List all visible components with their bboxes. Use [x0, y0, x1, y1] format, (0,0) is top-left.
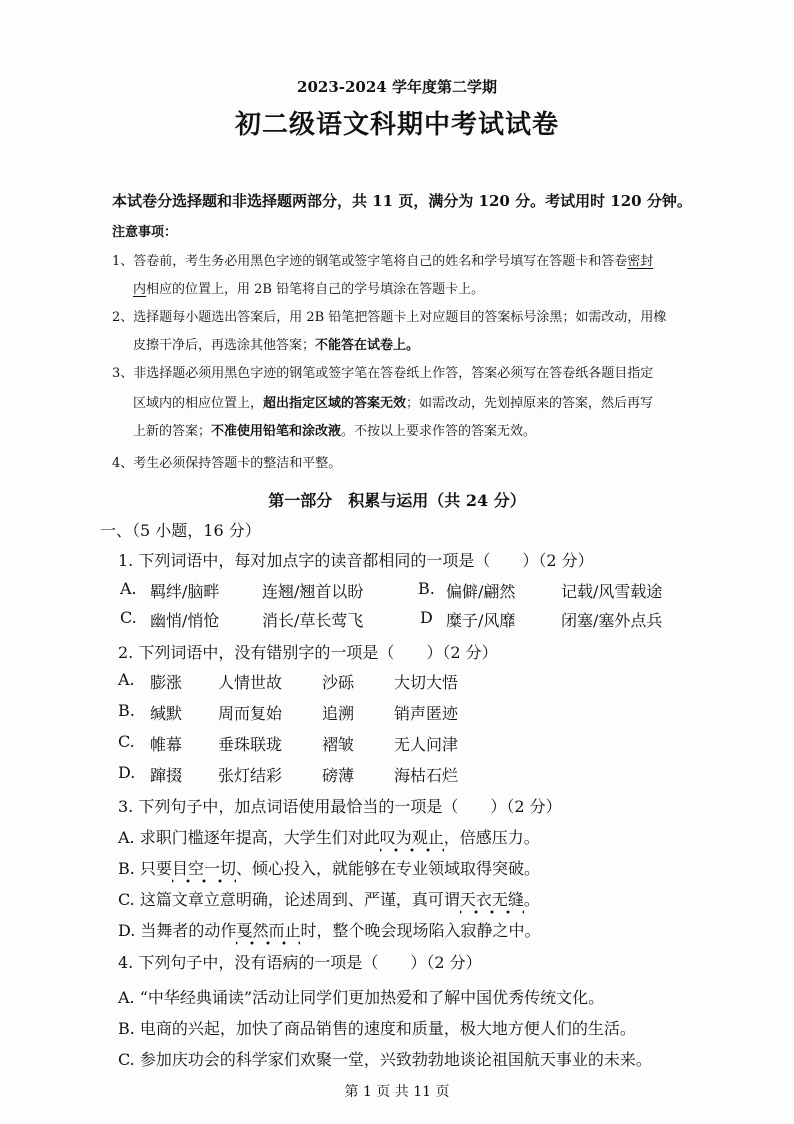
page-number-footer: 第 1 页 共 11 页	[344, 1084, 450, 1100]
q3-option-a-dotted: 叹为观止	[380, 828, 444, 852]
q4-option-a: A. “中华经典诵读”活动让同学们更加热爱和了解中国优秀传统文化。	[118, 988, 605, 1007]
q2-option-a-label: A.	[118, 670, 135, 689]
q3-option-d: D. 当舞者的动作戛然而止时，整个晚会现场陷入寂静之中。	[118, 918, 540, 941]
q1-option-c-word-1: 幽悄/悄怆	[150, 611, 220, 630]
term-label: 2023-2024 学年度第二学期	[297, 78, 497, 96]
note-2-line-2: 皮擦干净后，再选涂其他答案；不能答在试卷上。	[133, 338, 420, 353]
q2-option-c-label: C.	[118, 732, 135, 751]
q2-option-a-word-1: 膨涨	[150, 673, 183, 692]
q1-option-c-label: C.	[120, 608, 137, 627]
q4-stem: 4. 下列句子中，没有语病的一项是（ ）（2 分）	[118, 953, 482, 972]
note-4: 4、考生必须保持答题卡的整洁和平整。	[112, 456, 342, 471]
q3-option-a: A. 求职门槛逐年提高，大学生们对此叹为观止，倍感压力。	[118, 825, 540, 848]
part-1-title: 第一部分 积累与运用（共 24 分）	[268, 491, 526, 510]
q2-option-a-word-4: 大切大悟	[394, 673, 459, 692]
q2-option-c-word-3: 褶皱	[322, 735, 355, 754]
q4-option-c: C. 参加庆功会的科学家们欢聚一堂，兴致勃勃地谈论祖国航天事业的未来。	[118, 1050, 652, 1069]
q1-stem: 1. 下列词语中，每对加点字的读音都相同的一项是（ ）（2 分）	[118, 551, 594, 570]
q2-option-a-word-3: 沙砾	[322, 673, 355, 692]
q2-option-a-word-2: 人情世故	[218, 673, 283, 692]
q2-option-d-word-4: 海枯石烂	[394, 766, 459, 785]
q3-option-b-dotted: 目空一切	[172, 859, 236, 883]
q3-option-c-dotted: 天衣无缝	[460, 890, 524, 914]
q2-option-b-word-2: 周而复始	[218, 704, 283, 723]
q1-option-a-label: A.	[120, 579, 137, 598]
note-1-line-2: 内相应的位置上，用 2B 铅笔将自己的学号填涂在答题卡上。	[133, 282, 485, 297]
note-3-line-1: 3、非选择题必须用黑色字迹的钢笔或签字笔在答卷纸上作答，答案必须写在答卷纸各题目指定	[112, 366, 654, 381]
q2-option-c-word-4: 无人问津	[394, 735, 459, 754]
note-3-line-3: 上新的答案；不准使用铅笔和涂改液。不按以上要求作答的答案无效。	[133, 424, 537, 439]
q2-option-b-word-3: 追溯	[322, 704, 355, 723]
q1-option-c-word-2: 消长/草长莺飞	[262, 611, 364, 630]
q1-option-b-word-1: 偏僻/翩然	[446, 582, 516, 601]
q1-option-b-label: B.	[418, 579, 435, 598]
q2-option-d-word-2: 张灯结彩	[218, 766, 283, 785]
note-1-line-1: 1、答卷前，考生务必用黑色字迹的钢笔或签字笔将自己的姓名和学号填写在答题卡和答卷密封	[112, 254, 654, 269]
q2-option-d-word-1: 蹿掇	[150, 766, 183, 785]
exam-intro: 本试卷分选择题和非选择题两部分，共 11 页，满分为 120 分。考试用时 120 分钟。	[112, 192, 692, 210]
q2-option-c-word-1: 帷幕	[150, 735, 183, 754]
q3-option-b: B. 只要目空一切、倾心投入，就能够在专业领域取得突破。	[118, 856, 540, 879]
exam-title: 初二级语文科期中考试试卷	[234, 110, 559, 140]
q3-option-d-dotted: 戛然而止	[236, 921, 300, 945]
notes-heading: 注意事项：	[112, 225, 178, 240]
q1-option-d-word-2: 闭塞/塞外点兵	[561, 611, 663, 630]
q3-option-c: C. 这篇文章立意明确，论述周到、严谨，真可谓天衣无缝。	[118, 887, 540, 910]
q1-option-d-word-1: 糜子/风靡	[446, 611, 516, 630]
q2-option-d-word-3: 磅薄	[322, 766, 355, 785]
q1-option-d-label: D	[420, 608, 433, 627]
q2-option-b-word-4: 销声匿迹	[394, 704, 459, 723]
q4-option-b: B. 电商的兴起，加快了商品销售的速度和质量，极大地方便人们的生活。	[118, 1019, 636, 1038]
q1-option-a-word-2: 连翘/翘首以盼	[262, 582, 364, 601]
q2-option-d-label: D.	[118, 763, 136, 782]
q2-option-b-word-1: 缄默	[150, 704, 183, 723]
q2-option-c-word-2: 垂珠联珑	[218, 735, 283, 754]
note-2-line-1: 2、选择题每小题选出答案后，用 2B 铅笔把答题卡上对应题目的答案标号涂黑；如需改动，用橡	[112, 310, 667, 325]
q1-option-b-word-2: 记载/风雪载途	[561, 582, 663, 601]
q1-option-a-word-1: 羁绊/脑畔	[150, 582, 220, 601]
q2-stem: 2. 下列词语中，没有错别字的一项是（ ）（2 分）	[118, 643, 498, 662]
section-1-heading: 一、（5 小题，16 分）	[100, 521, 261, 540]
note-3-line-2: 区域内的相应位置上，超出指定区域的答案无效；如需改动，先划掉原来的答案，然后再写	[133, 396, 654, 411]
q2-option-b-label: B.	[118, 701, 135, 720]
q3-stem: 3. 下列句子中，加点词语使用最恰当的一项是（ ）（2 分）	[118, 797, 562, 816]
